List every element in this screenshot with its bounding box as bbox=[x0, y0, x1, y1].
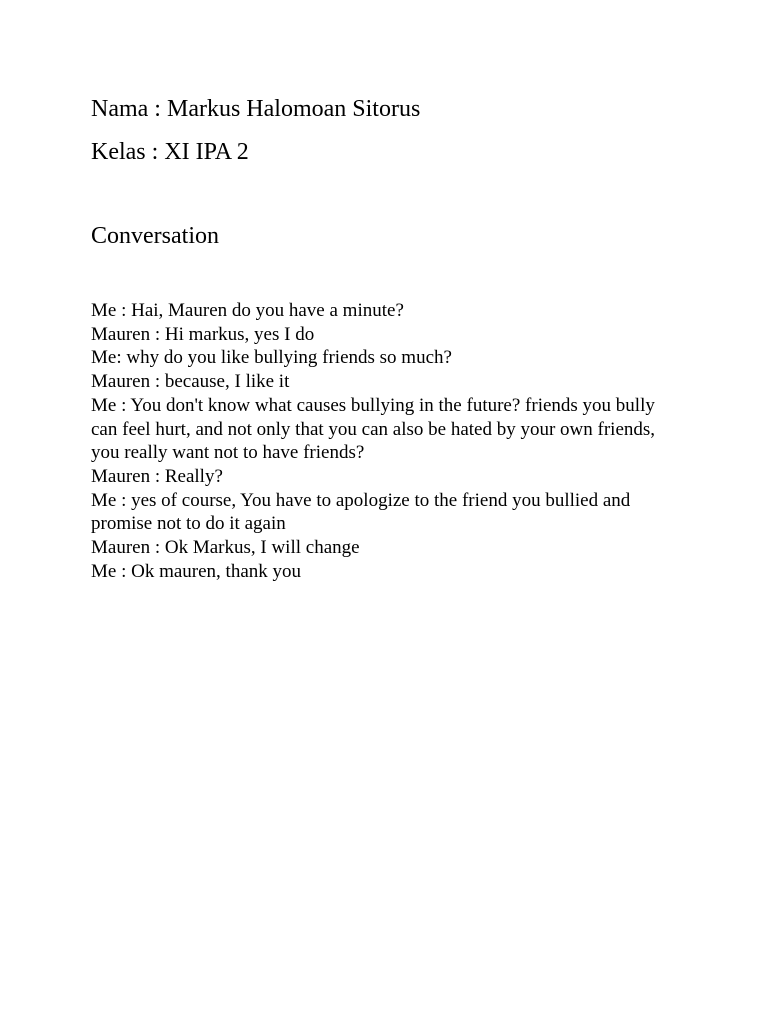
name-line: Nama : Markus Halomoan Sitorus bbox=[91, 96, 421, 122]
conversation-line: Mauren : Really? bbox=[91, 465, 223, 487]
conversation-line: Mauren : because, I like it bbox=[91, 371, 290, 393]
conversation-line: Me : yes of course, You have to apologize to the friend you bullied and promise not to do it again bbox=[91, 489, 631, 535]
conversation-line: Mauren : Hi markus, yes I do bbox=[91, 323, 315, 345]
conversation-line: Mauren : Ok Markus, I will change bbox=[91, 537, 360, 559]
conversation-body bbox=[91, 299, 681, 583]
class-line: Kelas : XI IPA 2 bbox=[91, 139, 249, 165]
conversation-line: Me : Hai, Mauren do you have a minute? bbox=[91, 300, 404, 321]
conversation-line: Me : You don't know what causes bullying in the future? friends you bully can feel hurt, and not only that you can also be hated by your own friends, you really want not to have friends? bbox=[91, 394, 656, 464]
conversation-line: Me: why do you like bullying friends so much? bbox=[91, 347, 452, 369]
conversation-line: Me : Ok mauren, thank you bbox=[91, 560, 302, 582]
section-title: Conversation bbox=[91, 223, 219, 249]
